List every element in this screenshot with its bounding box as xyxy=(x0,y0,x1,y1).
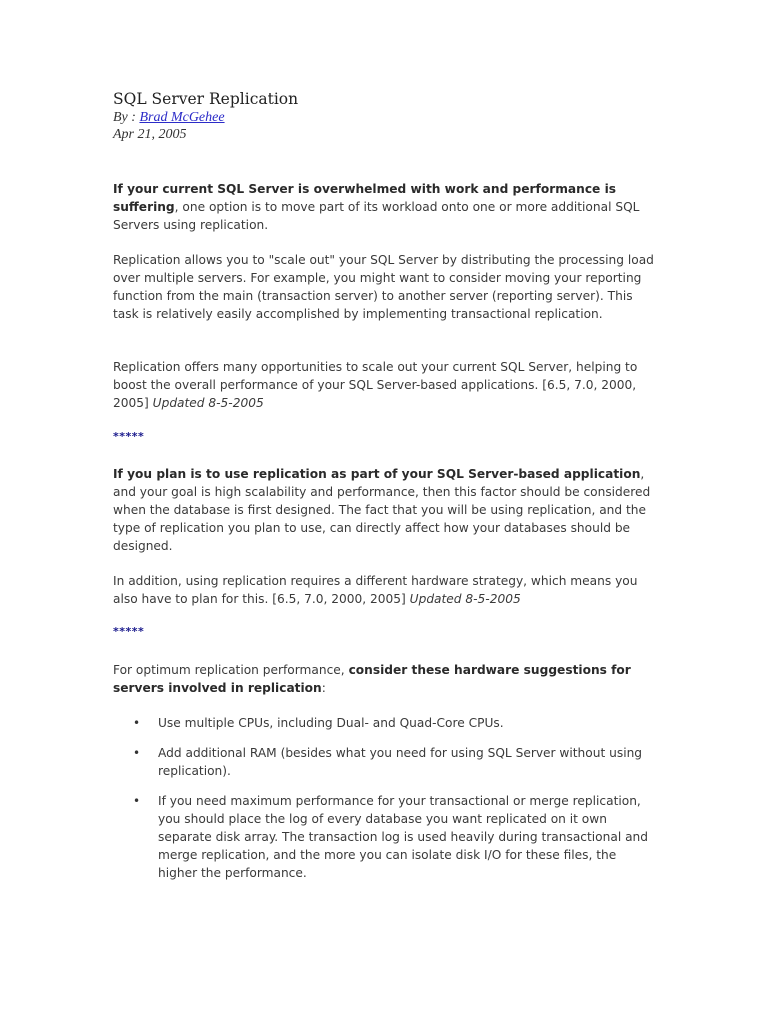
author-link[interactable]: Brad McGehee xyxy=(139,110,225,125)
section-separator: ***** xyxy=(113,625,145,638)
paragraph-intro-bold: If your current SQL Server is overwhelmed with work and performance is suffering xyxy=(113,182,616,214)
paragraph-hardware-strategy-text: In addition, using replication requires a different hardware strategy, which means you also have to plan for this. [6.5, 7.0, 2000, 2005] xyxy=(113,574,638,606)
bullet-dot: • xyxy=(133,746,141,760)
publish-date: Apr 21, 2005 xyxy=(113,127,187,142)
paragraph-intro-text: , one option is to move part of its workload onto one or more additional SQL Servers using replication. xyxy=(113,200,640,232)
section-separator: ***** xyxy=(113,430,145,443)
paragraph-hardware-intro-tail: : xyxy=(321,681,326,695)
list-item xyxy=(113,714,658,732)
paragraph-scale-out xyxy=(113,251,658,323)
updated-note: Updated 8-5-2005 xyxy=(152,396,264,410)
list-item-text: If you need maximum performance for your transactional or merge replication, you should place the log of every database you want replicated on it own separate disk array. The transaction log is used heavily during transactional and merge replication, and the more you can isolate disk I/O for these files, the higher the performance. xyxy=(158,794,649,880)
paragraph-intro xyxy=(113,180,658,234)
paragraph-hardware-strategy xyxy=(113,572,658,608)
paragraph-hardware-intro xyxy=(113,661,658,697)
list-item xyxy=(113,744,658,780)
byline xyxy=(113,110,225,126)
list-item-text: Add additional RAM (besides what you need for using SQL Server without using replication). xyxy=(158,746,643,778)
paragraph-hardware-intro-lead: For optimum replication performance, xyxy=(113,663,349,677)
paragraph-opportunities-text: Replication offers many opportunities to scale out your current SQL Server, helping to boost the overall performance of your SQL Server-based applications. [6.5, 7.0, 2000, 2005] xyxy=(113,360,638,410)
paragraph-hardware-intro-bold: consider these hardware suggestions for servers involved in replication xyxy=(113,663,631,695)
list-item xyxy=(113,792,658,882)
paragraph-scale-out-text: Replication allows you to "scale out" your SQL Server by distributing the processing load over multiple servers. For example, you might want to consider moving your reporting function from the main (transaction server) to another server (reporting server). This task is relatively easily accomplished by implementing transactional replication. xyxy=(113,253,654,321)
paragraph-design-text: , and your goal is high scalability and performance, then this factor should be considered when the database is first designed. The fact that you will be using replication, and the type of replication you plan to use, can directly affect how your databases should be designed. xyxy=(113,467,651,553)
page-title: SQL Server Replication xyxy=(113,90,299,108)
paragraph-opportunities xyxy=(113,358,658,412)
bullet-dot: • xyxy=(133,794,141,808)
hardware-suggestions-list xyxy=(113,714,658,882)
paragraph-design xyxy=(113,465,658,555)
updated-note: Updated 8-5-2005 xyxy=(409,592,521,606)
by-prefix: By : xyxy=(113,110,140,125)
list-item-text: Use multiple CPUs, including Dual- and Quad-Core CPUs. xyxy=(158,716,504,730)
paragraph-design-bold: If you plan is to use replication as part of your SQL Server-based application xyxy=(113,467,641,481)
bullet-dot: • xyxy=(133,716,141,730)
